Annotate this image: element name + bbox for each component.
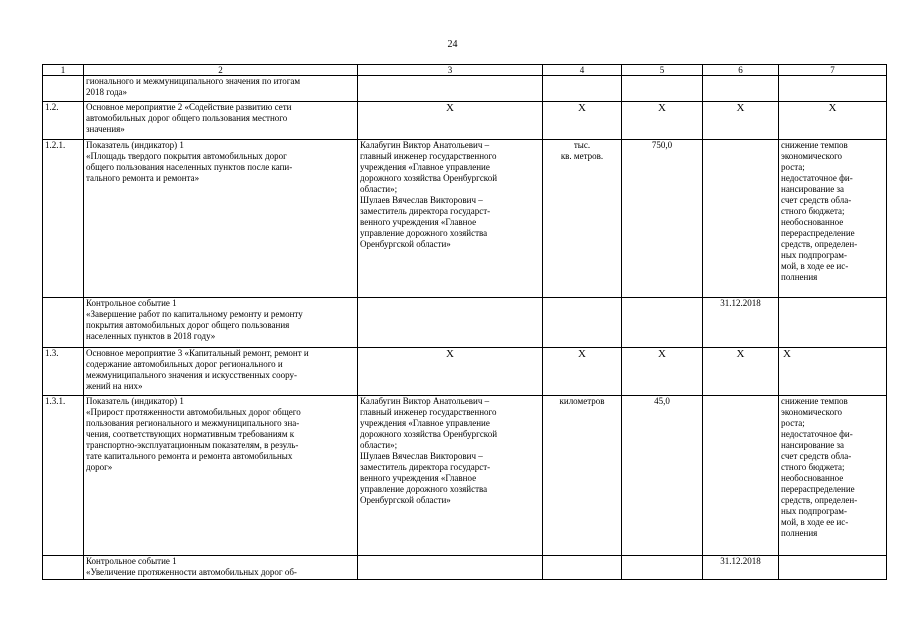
cell-risks [779,76,887,102]
header-cell: 2 [84,65,358,76]
header-cell: 1 [43,65,84,76]
cell-unit: X [543,348,622,396]
cell-responsible: X [358,348,543,396]
cell-unit: километров [543,396,622,556]
cell-value: 750,0 [622,140,703,298]
cell-responsible [358,298,543,348]
header-cell: 7 [779,65,887,76]
cell-num: 1.2.1. [43,140,84,298]
cell-responsible [358,76,543,102]
cell-unit [543,76,622,102]
cell-unit: тыс. кв. метров. [543,140,622,298]
page-number: 24 [447,39,458,50]
cell-description: Основное мероприятие 2 «Содействие развитию сети автомобильных дорог общего пользования местного значения» [84,102,358,140]
table-row [43,396,887,556]
cell-description: Контрольное событие 1 «Увеличение протяженности автомобильных дорог об- [84,556,358,580]
cell-value: X [622,102,703,140]
table-row [43,102,887,140]
cell-description: Контрольное событие 1 «Завершение работ по капитальному ремонту и ремонту покрытия автомобильных дорог общего пользования населенных пунктов в 2018 году» [84,298,358,348]
cell-unit: X [543,102,622,140]
cell-value [622,556,703,580]
cell-risks: снижение темпов экономического роста; недостаточное фи- нансирование за счет средств обла- стного бюджета; необоснованное перераспределение средств, определен- ных подпрограм- мой, в ходе ее ис- полнения [779,396,887,556]
header-row [43,65,887,76]
cell-value: 45,0 [622,396,703,556]
table-row [43,76,887,102]
cell-value: X [622,348,703,396]
cell-num: 1.3.1. [43,396,84,556]
cell-date: X [703,102,779,140]
cell-responsible: Калабугин Виктор Анатольевич – главный инженер государственного учреждения «Главное управление дорожного хозяйства Оренбургской области»; Шулаев Вячеслав Викторович – заместитель директора государст- венного учреждения «Главное управление дорожного хозяйства Оренбургской области» [358,140,543,298]
cell-value [622,76,703,102]
cell-description: Показатель (индикатор) 1 «Прирост протяженности автомобильных дорог общего пользования регионального и межмуниципального зна- чения, соответствующих нормативным требованиям к транспортно-эксплуатационным показателям, в резуль- тате капитального ремонта и ремонта автомобильных дорог» [84,396,358,556]
cell-date: X [703,348,779,396]
cell-date: 31.12.2018 [703,298,779,348]
header-cell: 6 [703,65,779,76]
cell-date: 31.12.2018 [703,556,779,580]
cell-date [703,396,779,556]
cell-description: гионального и межмуниципального значения по итогам 2018 года» [84,76,358,102]
cell-description: Показатель (индикатор) 1 «Площадь твердого покрытия автомобильных дорог общего пользования населенных пунктов после капи- тального ремонта и ремонта» [84,140,358,298]
table-row [43,348,887,396]
cell-value [622,298,703,348]
cell-responsible: Калабугин Виктор Анатольевич – главный инженер государственного учреждения «Главное управление дорожного хозяйства Оренбургской области»; Шулаев Вячеслав Викторович – заместитель директора государст- венного учреждения «Главное управление дорожного хозяйства Оренбургской области» [358,396,543,556]
cell-date [703,140,779,298]
header-cell: 3 [358,65,543,76]
cell-unit [543,556,622,580]
table-row [43,556,887,580]
cell-date [703,76,779,102]
cell-num: 1.2. [43,102,84,140]
cell-responsible [358,556,543,580]
table-row [43,140,887,298]
header-cell: 5 [622,65,703,76]
cell-risks [779,556,887,580]
cell-risks [779,298,887,348]
table-row [43,298,887,348]
cell-num [43,76,84,102]
cell-description: Основное мероприятие 3 «Капитальный ремонт, ремонт и содержание автомобильных дорог регионального и межмуниципального значения и искусственных соору- жений на них» [84,348,358,396]
cell-unit [543,298,622,348]
header-cell: 4 [543,65,622,76]
cell-risks: X [779,102,887,140]
cell-responsible: X [358,102,543,140]
plan-table [42,64,887,580]
cell-num [43,556,84,580]
cell-num [43,298,84,348]
cell-risks: снижение темпов экономического роста; недостаточное фи- нансирование за счет средств обла- стного бюджета; необоснованное перераспределение средств, определен- ных подпрограм- мой, в ходе ее ис- полнения [779,140,887,298]
cell-num: 1.3. [43,348,84,396]
cell-risks: X [779,348,887,396]
